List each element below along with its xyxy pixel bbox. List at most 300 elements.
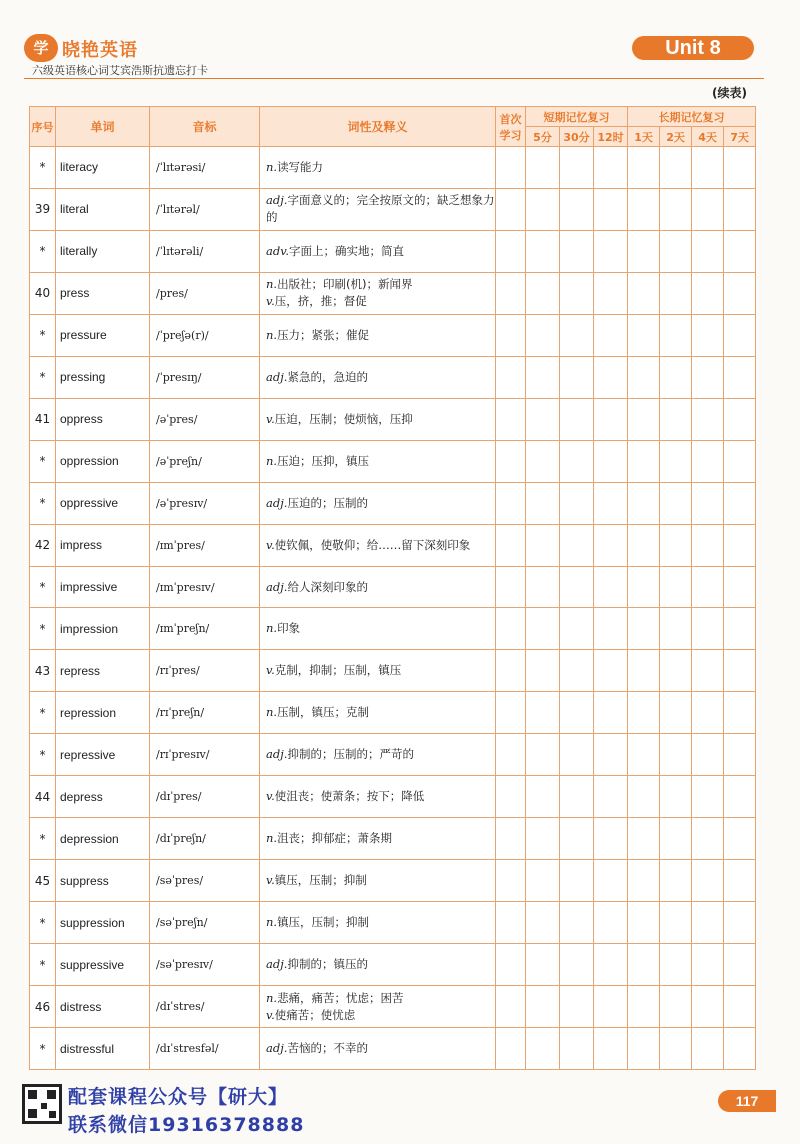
review-checkbox-cell (628, 902, 660, 944)
table-row (30, 944, 756, 986)
review-checkbox-cell (526, 734, 560, 776)
row-number: 39 (30, 188, 56, 230)
definition-cell (260, 147, 496, 189)
definition-cell (260, 566, 496, 608)
review-checkbox-cell (628, 734, 660, 776)
review-checkbox-cell (594, 440, 628, 482)
col-header-no: 序号 (30, 107, 56, 147)
review-checkbox-cell (724, 734, 756, 776)
part-of-speech: v. (266, 873, 275, 888)
col-header-short-review: 短期记忆复习 (526, 107, 628, 127)
meaning-text: 使沮丧；使萧条；按下；降低 (274, 789, 425, 804)
definition-line (266, 276, 495, 293)
table-row (30, 524, 756, 566)
review-checkbox-cell (594, 902, 628, 944)
review-checkbox-cell (594, 608, 628, 650)
review-checkbox-cell (526, 398, 560, 440)
review-checkbox-cell (594, 566, 628, 608)
review-checkbox-cell (628, 147, 660, 189)
review-checkbox-cell (628, 188, 660, 230)
part-of-speech: v. (266, 789, 275, 804)
review-checkbox-cell (724, 524, 756, 566)
review-checkbox-cell (628, 986, 660, 1028)
part-of-speech: n. (266, 705, 278, 720)
review-checkbox-cell (594, 314, 628, 356)
review-checkbox-cell (724, 608, 756, 650)
review-checkbox-cell (724, 356, 756, 398)
table-row (30, 650, 756, 692)
word-cell: depression (56, 818, 150, 860)
phonetic-cell: /ˈlɪtərəsi/ (150, 147, 260, 189)
table-row (30, 356, 756, 398)
phonetic-cell: /dɪˈpres/ (150, 776, 260, 818)
review-checkbox-cell (660, 608, 692, 650)
brand-name: 晓艳英语 (62, 40, 138, 61)
row-number: * (30, 902, 56, 944)
phonetic-cell: /rɪˈpresɪv/ (150, 734, 260, 776)
review-checkbox-cell (692, 356, 724, 398)
review-checkbox-cell (496, 440, 526, 482)
review-checkbox-cell (660, 272, 692, 314)
definition-line (266, 1040, 495, 1057)
review-checkbox-cell (628, 692, 660, 734)
review-checkbox-cell (660, 818, 692, 860)
part-of-speech: n. (266, 915, 278, 930)
part-of-speech: n. (266, 327, 278, 342)
review-checkbox-cell (496, 147, 526, 189)
col-header-2day: 2天 (660, 127, 692, 147)
review-checkbox-cell (560, 818, 594, 860)
review-checkbox-cell (560, 692, 594, 734)
col-header-first-study: 首次学习 (496, 107, 526, 147)
row-number: * (30, 692, 56, 734)
row-number: * (30, 944, 56, 986)
review-checkbox-cell (724, 902, 756, 944)
review-checkbox-cell (594, 524, 628, 566)
review-checkbox-cell (724, 818, 756, 860)
definition-line (266, 990, 495, 1007)
review-checkbox-cell (692, 398, 724, 440)
review-checkbox-cell (628, 482, 660, 524)
review-checkbox-cell (496, 944, 526, 986)
part-of-speech: n. (266, 831, 278, 846)
meaning-text: 镇压，压制；抑制 (277, 915, 370, 930)
review-checkbox-cell (526, 440, 560, 482)
col-header-4day: 4天 (692, 127, 724, 147)
row-number: 40 (30, 272, 56, 314)
review-checkbox-cell (660, 147, 692, 189)
word-cell: repress (56, 650, 150, 692)
review-checkbox-cell (526, 608, 560, 650)
review-checkbox-cell (526, 902, 560, 944)
review-checkbox-cell (526, 188, 560, 230)
meaning-text: 字面意义的；完全按原文的；缺乏想象力的 (266, 193, 495, 225)
review-checkbox-cell (496, 776, 526, 818)
definition-cell (260, 776, 496, 818)
review-checkbox-cell (594, 482, 628, 524)
review-checkbox-cell (660, 566, 692, 608)
word-cell: impression (56, 608, 150, 650)
review-checkbox-cell (594, 986, 628, 1028)
definition-line (266, 293, 495, 310)
meaning-text: 压迫；压抑，镇压 (277, 453, 370, 468)
review-checkbox-cell (594, 356, 628, 398)
col-header-definition: 词性及释义 (260, 107, 496, 147)
review-checkbox-cell (628, 776, 660, 818)
meaning-text: 印象 (277, 621, 301, 636)
phonetic-cell: /ɪmˈpres/ (150, 524, 260, 566)
col-header-7day: 7天 (724, 127, 756, 147)
definition-cell (260, 818, 496, 860)
meaning-text: 压，挤，推；督促 (274, 294, 367, 309)
definition-line (266, 579, 495, 596)
row-number: * (30, 230, 56, 272)
review-checkbox-cell (496, 608, 526, 650)
table-row (30, 188, 756, 230)
review-checkbox-cell (692, 314, 724, 356)
word-cell: suppress (56, 860, 150, 902)
meaning-text: 压迫，压制；使烦恼，压抑 (274, 411, 413, 426)
part-of-speech: v. (266, 537, 275, 552)
definition-cell (260, 398, 496, 440)
review-checkbox-cell (496, 902, 526, 944)
review-checkbox-cell (496, 818, 526, 860)
definition-line (266, 495, 495, 512)
review-checkbox-cell (560, 356, 594, 398)
review-checkbox-cell (560, 734, 594, 776)
table-row (30, 440, 756, 482)
review-checkbox-cell (526, 524, 560, 566)
table-row (30, 482, 756, 524)
phonetic-cell: /dɪˈstresfəl/ (150, 1028, 260, 1070)
meaning-text: 沮丧；抑郁症；萧条期 (277, 831, 393, 846)
col-header-12h: 12时 (594, 127, 628, 147)
meaning-text: 镇压，压制；抑制 (274, 873, 367, 888)
review-checkbox-cell (594, 147, 628, 189)
review-checkbox-cell (496, 188, 526, 230)
col-header-phonetic: 音标 (150, 107, 260, 147)
phonetic-cell: /ɪmˈpreʃn/ (150, 608, 260, 650)
row-number: 42 (30, 524, 56, 566)
unit-label: Unit 8 (632, 36, 754, 60)
col-header-5min: 5分 (526, 127, 560, 147)
review-checkbox-cell (660, 356, 692, 398)
review-checkbox-cell (560, 230, 594, 272)
review-checkbox-cell (628, 524, 660, 566)
review-checkbox-cell (526, 482, 560, 524)
part-of-speech: v. (266, 411, 275, 426)
review-checkbox-cell (660, 482, 692, 524)
row-number: 43 (30, 650, 56, 692)
review-checkbox-cell (560, 986, 594, 1028)
review-checkbox-cell (724, 398, 756, 440)
definition-line (266, 746, 495, 763)
phonetic-cell: /əˈpreʃn/ (150, 440, 260, 482)
meaning-text: 悲痛，痛苦；忧虑；困苦 (277, 990, 404, 1005)
phonetic-cell: /ˈpresɪŋ/ (150, 356, 260, 398)
row-number: * (30, 818, 56, 860)
row-number: * (30, 566, 56, 608)
review-checkbox-cell (692, 776, 724, 818)
definition-line (266, 453, 495, 470)
review-checkbox-cell (724, 482, 756, 524)
word-cell: depress (56, 776, 150, 818)
review-checkbox-cell (526, 356, 560, 398)
review-checkbox-cell (660, 902, 692, 944)
review-checkbox-cell (628, 272, 660, 314)
phonetic-cell: /əˈpresɪv/ (150, 482, 260, 524)
row-number: * (30, 356, 56, 398)
review-checkbox-cell (660, 944, 692, 986)
review-checkbox-cell (660, 734, 692, 776)
review-checkbox-cell (692, 986, 724, 1028)
review-checkbox-cell (628, 860, 660, 902)
definition-cell (260, 692, 496, 734)
review-checkbox-cell (660, 986, 692, 1028)
phonetic-cell: /rɪˈpres/ (150, 650, 260, 692)
review-checkbox-cell (526, 147, 560, 189)
review-checkbox-cell (628, 818, 660, 860)
row-number: * (30, 482, 56, 524)
definition-cell (260, 902, 496, 944)
qr-code-icon (22, 1084, 62, 1124)
table-row (30, 272, 756, 314)
definition-cell (260, 860, 496, 902)
definition-cell (260, 734, 496, 776)
col-header-word: 单词 (56, 107, 150, 147)
review-checkbox-cell (692, 692, 724, 734)
review-checkbox-cell (496, 314, 526, 356)
part-of-speech: adj. (266, 747, 288, 762)
review-checkbox-cell (660, 230, 692, 272)
review-checkbox-cell (560, 860, 594, 902)
review-checkbox-cell (724, 566, 756, 608)
review-checkbox-cell (594, 1028, 628, 1070)
meaning-text: 抑制的；镇压的 (287, 957, 368, 972)
page-header (24, 30, 764, 80)
review-checkbox-cell (526, 650, 560, 692)
table-row (30, 398, 756, 440)
row-number: * (30, 314, 56, 356)
word-cell: distressful (56, 1028, 150, 1070)
definition-line (266, 1007, 495, 1024)
review-checkbox-cell (692, 272, 724, 314)
review-checkbox-cell (560, 482, 594, 524)
word-cell: oppressive (56, 482, 150, 524)
review-checkbox-cell (660, 188, 692, 230)
review-checkbox-cell (526, 566, 560, 608)
col-header-30min: 30分 (560, 127, 594, 147)
review-checkbox-cell (724, 188, 756, 230)
meaning-text: 压制，镇压；克制 (277, 705, 370, 720)
review-checkbox-cell (660, 1028, 692, 1070)
book-subtitle: 六级英语核心词艾宾浩斯抗遗忘打卡 (32, 64, 208, 77)
definition-line (266, 620, 495, 637)
table-row (30, 1028, 756, 1070)
review-checkbox-cell (692, 188, 724, 230)
row-number: * (30, 1028, 56, 1070)
review-checkbox-cell (526, 1028, 560, 1070)
review-checkbox-cell (526, 776, 560, 818)
review-checkbox-cell (496, 566, 526, 608)
meaning-text: 抑制的；压制的；严苛的 (287, 747, 414, 762)
review-checkbox-cell (628, 398, 660, 440)
review-checkbox-cell (692, 734, 724, 776)
review-checkbox-cell (692, 524, 724, 566)
review-checkbox-cell (692, 482, 724, 524)
definition-cell (260, 230, 496, 272)
review-checkbox-cell (628, 356, 660, 398)
review-checkbox-cell (628, 650, 660, 692)
review-checkbox-cell (560, 566, 594, 608)
word-cell: impress (56, 524, 150, 566)
review-checkbox-cell (724, 860, 756, 902)
meaning-text: 读写能力 (277, 159, 324, 174)
phonetic-cell: /əˈpres/ (150, 398, 260, 440)
review-checkbox-cell (692, 1028, 724, 1070)
review-checkbox-cell (560, 902, 594, 944)
review-checkbox-cell (724, 1028, 756, 1070)
review-checkbox-cell (594, 944, 628, 986)
review-checkbox-cell (628, 944, 660, 986)
review-checkbox-cell (724, 650, 756, 692)
review-checkbox-cell (692, 860, 724, 902)
review-checkbox-cell (496, 230, 526, 272)
review-checkbox-cell (660, 314, 692, 356)
review-checkbox-cell (526, 314, 560, 356)
definition-cell (260, 440, 496, 482)
phonetic-cell: /ɪmˈpresɪv/ (150, 566, 260, 608)
review-checkbox-cell (628, 566, 660, 608)
col-header-1day: 1天 (628, 127, 660, 147)
meaning-text: 压迫的；压制的 (287, 495, 368, 510)
continued-label: (续表) (712, 86, 747, 100)
review-checkbox-cell (692, 608, 724, 650)
definition-line (266, 192, 495, 226)
definition-cell (260, 1028, 496, 1070)
footer-promo-line1: 配套课程公众号【研大】 (68, 1086, 289, 1108)
table-row (30, 608, 756, 650)
review-checkbox-cell (692, 230, 724, 272)
phonetic-cell: /səˈpresɪv/ (150, 944, 260, 986)
definition-cell (260, 272, 496, 314)
phonetic-cell: /rɪˈpreʃn/ (150, 692, 260, 734)
word-cell: repressive (56, 734, 150, 776)
definition-line (266, 956, 495, 973)
col-header-long-review: 长期记忆复习 (628, 107, 756, 127)
review-checkbox-cell (724, 944, 756, 986)
part-of-speech: n. (266, 621, 278, 636)
meaning-text: 压力；紧张；催促 (277, 327, 370, 342)
review-checkbox-cell (496, 482, 526, 524)
review-checkbox-cell (660, 860, 692, 902)
review-checkbox-cell (692, 147, 724, 189)
word-cell: pressure (56, 314, 150, 356)
table-row (30, 860, 756, 902)
table-row (30, 692, 756, 734)
word-cell: literacy (56, 147, 150, 189)
definition-cell (260, 356, 496, 398)
definition-line (266, 662, 495, 679)
review-checkbox-cell (692, 902, 724, 944)
definition-line (266, 788, 495, 805)
word-cell: oppression (56, 440, 150, 482)
table-row (30, 230, 756, 272)
word-cell: repression (56, 692, 150, 734)
review-checkbox-cell (526, 818, 560, 860)
review-checkbox-cell (692, 818, 724, 860)
row-number: * (30, 147, 56, 189)
part-of-speech: n. (266, 159, 278, 174)
review-checkbox-cell (496, 356, 526, 398)
review-checkbox-cell (628, 314, 660, 356)
review-checkbox-cell (526, 860, 560, 902)
part-of-speech: v. (266, 294, 275, 309)
page-number: 117 (718, 1090, 776, 1112)
review-checkbox-cell (526, 944, 560, 986)
row-number: * (30, 608, 56, 650)
part-of-speech: adj. (266, 579, 288, 594)
definition-line (266, 704, 495, 721)
review-checkbox-cell (660, 440, 692, 482)
part-of-speech: n. (266, 277, 278, 292)
review-checkbox-cell (660, 398, 692, 440)
review-checkbox-cell (660, 524, 692, 566)
review-checkbox-cell (560, 188, 594, 230)
table-row (30, 566, 756, 608)
meaning-text: 给人深刻印象的 (287, 579, 368, 594)
review-checkbox-cell (724, 272, 756, 314)
phonetic-cell: /səˈpreʃn/ (150, 902, 260, 944)
review-checkbox-cell (560, 314, 594, 356)
review-checkbox-cell (560, 1028, 594, 1070)
phonetic-cell: /ˈlɪtərəl/ (150, 188, 260, 230)
review-checkbox-cell (724, 776, 756, 818)
word-cell: distress (56, 986, 150, 1028)
definition-cell (260, 944, 496, 986)
definition-cell (260, 188, 496, 230)
meaning-text: 克制，抑制；压制，镇压 (274, 663, 402, 678)
review-checkbox-cell (496, 272, 526, 314)
review-checkbox-cell (526, 272, 560, 314)
review-checkbox-cell (496, 650, 526, 692)
definition-line (266, 369, 495, 386)
meaning-text: 使钦佩，使敬仰；给……留下深刻印象 (274, 537, 471, 552)
definition-cell (260, 608, 496, 650)
word-cell: literal (56, 188, 150, 230)
word-cell: literally (56, 230, 150, 272)
definition-line (266, 411, 495, 428)
review-checkbox-cell (496, 860, 526, 902)
brand-logo: 学 (24, 34, 58, 62)
review-checkbox-cell (594, 230, 628, 272)
phonetic-cell: /pres/ (150, 272, 260, 314)
definition-line (266, 872, 495, 889)
review-checkbox-cell (496, 398, 526, 440)
row-number: * (30, 734, 56, 776)
word-cell: suppressive (56, 944, 150, 986)
review-checkbox-cell (628, 608, 660, 650)
definition-cell (260, 986, 496, 1028)
row-number: 45 (30, 860, 56, 902)
review-checkbox-cell (594, 692, 628, 734)
phonetic-cell: /səˈpres/ (150, 860, 260, 902)
definition-cell (260, 314, 496, 356)
meaning-text: 苦恼的；不幸的 (287, 1041, 368, 1055)
review-checkbox-cell (560, 776, 594, 818)
definition-cell (260, 524, 496, 566)
vocab-table (29, 106, 756, 1070)
